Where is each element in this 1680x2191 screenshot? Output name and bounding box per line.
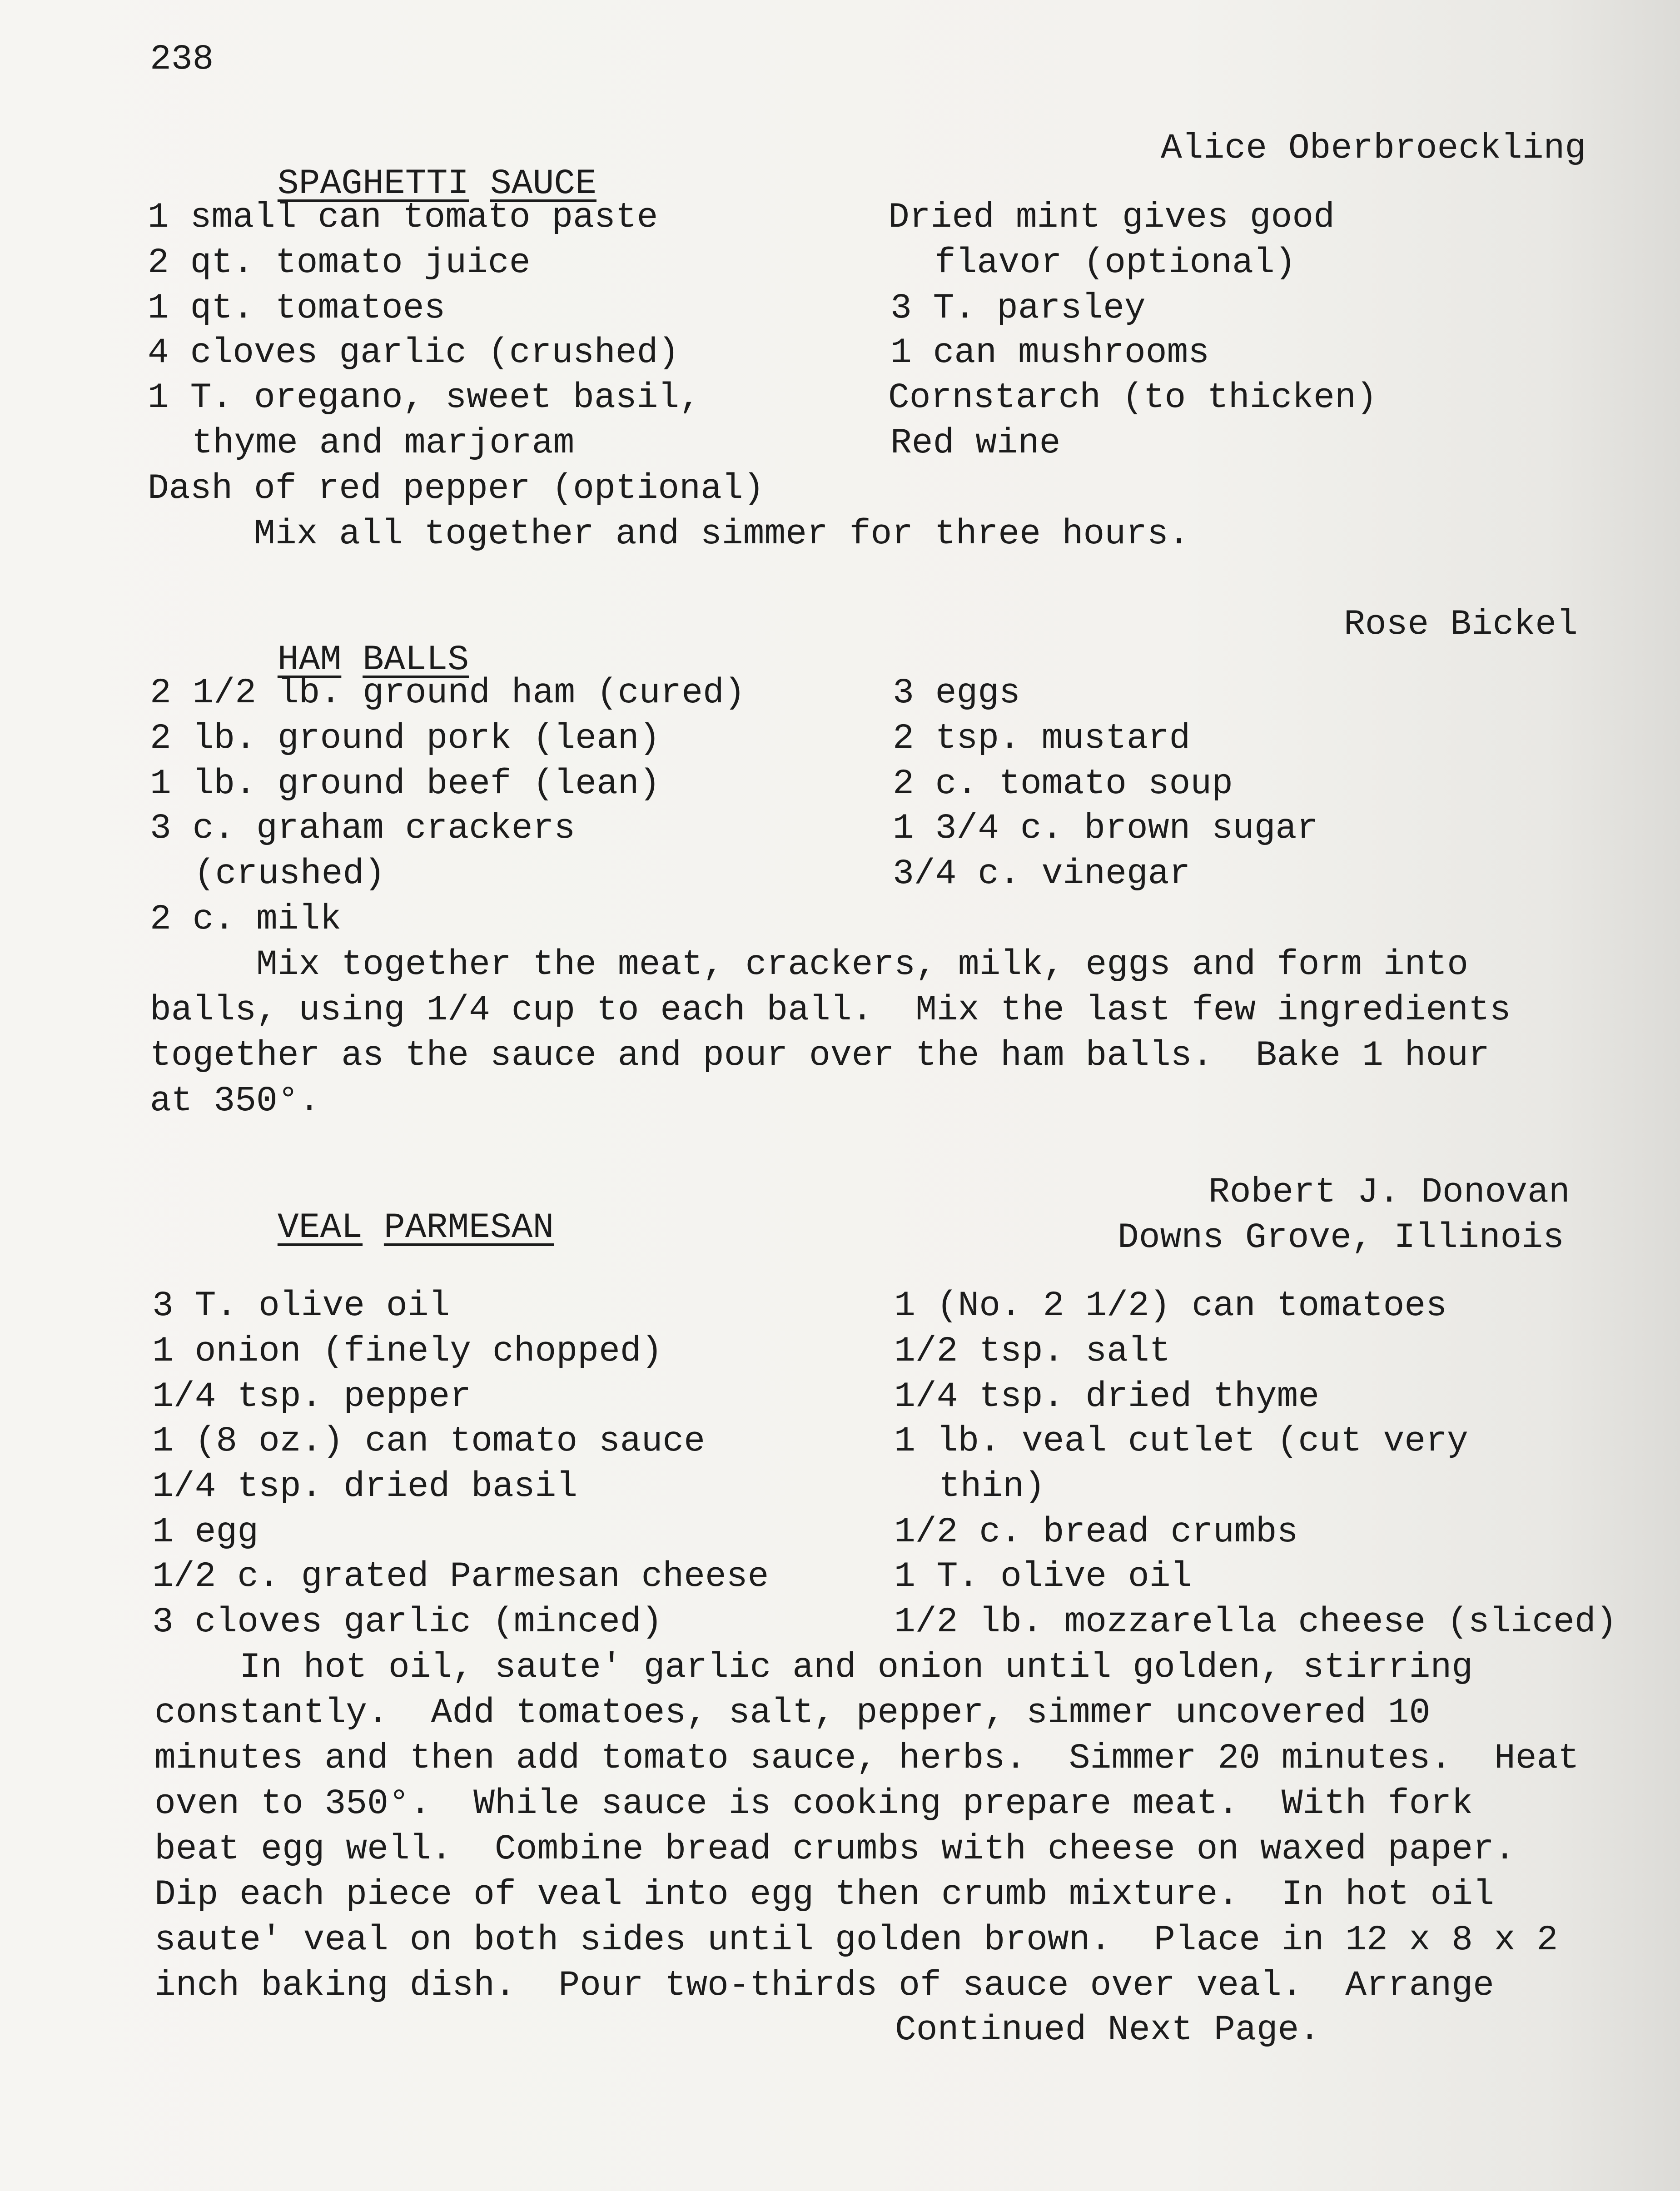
ingredient-right: 1/2 c. bread crumbs: [894, 1512, 1298, 1552]
ingredient-right: 3/4 c. vinegar: [893, 854, 1191, 894]
directions-line: saute' veal on both sides until golden brown. Place in 12 x 8 x 2: [154, 1920, 1558, 1960]
ingredient-right: flavor (optional): [913, 243, 1296, 283]
recipe-title: [150, 1175, 554, 1281]
ingredient-left: 3 cloves garlic (minced): [152, 1602, 663, 1642]
ingredient-right: 1/4 tsp. dried thyme: [894, 1377, 1320, 1417]
ingredient-right: 1 3/4 c. brown sugar: [893, 809, 1318, 849]
ingredient-right: 3 eggs: [893, 673, 1020, 713]
continued-note: Continued Next Page.: [895, 2010, 1321, 2050]
ingredient-left: 1 T. oregano, sweet basil,: [148, 378, 701, 418]
page-number: 238: [150, 40, 214, 79]
recipe-author-location: Downs Grove, Illinois: [1118, 1218, 1564, 1258]
directions-line: beat egg well. Combine bread crumbs with cheese on waxed paper.: [154, 1829, 1516, 1869]
ingredient-left: 1 (8 oz.) can tomato sauce: [152, 1421, 705, 1461]
directions-line: Mix all together and simmer for three hours.: [148, 514, 1190, 554]
ingredient-right: Dried mint gives good: [888, 198, 1335, 238]
ingredient-left: (crushed): [173, 854, 386, 894]
ingredient-left: 3 T. olive oil: [152, 1286, 450, 1326]
recipe-author: Rose Bickel: [1344, 605, 1578, 645]
ingredient-left: 2 c. milk: [150, 899, 342, 939]
directions-line: minutes and then add tomato sauce, herbs. Simmer 20 minutes. Heat: [154, 1739, 1580, 1779]
recipe-title-word: SAUCE: [490, 164, 596, 204]
ingredient-left: 4 cloves garlic (crushed): [148, 333, 680, 373]
recipe-title-word: BALLS: [363, 640, 469, 680]
ingredient-left: 2 qt. tomato juice: [148, 243, 531, 283]
directions-line: oven to 350°. While sauce is cooking prepare meat. With fork: [154, 1784, 1473, 1824]
directions-line: Mix together the meat, crackers, milk, eggs and form into: [150, 945, 1469, 985]
ingredient-left: 1 lb. ground beef (lean): [150, 764, 661, 804]
ingredient-right: thin): [918, 1467, 1045, 1507]
ingredient-right: Red wine: [890, 423, 1061, 463]
ingredient-left: Dash of red pepper (optional): [148, 469, 765, 509]
directions-line: at 350°.: [150, 1081, 320, 1121]
ingredient-left: thyme and marjoram: [170, 423, 575, 463]
ingredient-right: 2 c. tomato soup: [893, 764, 1233, 804]
recipe-title-word: SPAGHETTI: [277, 164, 469, 204]
ingredient-right: 3 T. parsley: [890, 288, 1146, 328]
directions-line: together as the sauce and pour over the ham balls. Bake 1 hour: [150, 1036, 1490, 1076]
recipe-title-word: HAM: [277, 640, 342, 680]
recipe-title-word: PARMESAN: [383, 1208, 554, 1248]
ingredient-left: 2 1/2 lb. ground ham (cured): [150, 673, 746, 713]
ingredient-right: 1 (No. 2 1/2) can tomatoes: [894, 1286, 1447, 1326]
ingredient-left: 3 c. graham crackers: [150, 809, 576, 849]
ingredient-right: 1/2 tsp. salt: [894, 1331, 1171, 1371]
directions-line: In hot oil, saute' garlic and onion until golden, stirring: [154, 1648, 1473, 1688]
ingredient-right: Cornstarch (to thicken): [888, 378, 1377, 418]
ingredient-left: 1/2 c. grated Parmesan cheese: [152, 1557, 769, 1597]
directions-line: Dip each piece of veal into egg then crumb mixture. In hot oil: [154, 1875, 1494, 1915]
ingredient-left: 1 small can tomato paste: [148, 198, 658, 238]
ingredient-right: 2 tsp. mustard: [893, 719, 1191, 759]
ingredient-right: 1/2 lb. mozzarella cheese (sliced): [894, 1602, 1617, 1642]
ingredient-right: 1 can mushrooms: [890, 333, 1210, 373]
ingredient-left: 1 onion (finely chopped): [152, 1331, 663, 1371]
recipe-author: Robert J. Donovan: [1208, 1173, 1570, 1212]
ingredient-right: 1 lb. veal cutlet (cut very: [894, 1421, 1468, 1461]
ingredient-left: 1/4 tsp. pepper: [152, 1377, 472, 1417]
ingredient-left: 2 lb. ground pork (lean): [150, 719, 661, 759]
directions-line: inch baking dish. Pour two-thirds of sauce over veal. Arrange: [154, 1966, 1494, 2006]
ingredient-left: 1/4 tsp. dried basil: [152, 1467, 578, 1507]
ingredient-left: 1 egg: [152, 1512, 259, 1552]
recipe-title-word: VEAL: [277, 1208, 363, 1248]
ingredient-right: 1 T. olive oil: [894, 1557, 1192, 1597]
directions-line: balls, using 1/4 cup to each ball. Mix the last few ingredients: [150, 990, 1511, 1030]
directions-line: constantly. Add tomatoes, salt, pepper, simmer uncovered 10: [154, 1693, 1431, 1733]
recipe-author: Alice Oberbroeckling: [1161, 129, 1586, 169]
ingredient-left: 1 qt. tomatoes: [148, 288, 446, 328]
